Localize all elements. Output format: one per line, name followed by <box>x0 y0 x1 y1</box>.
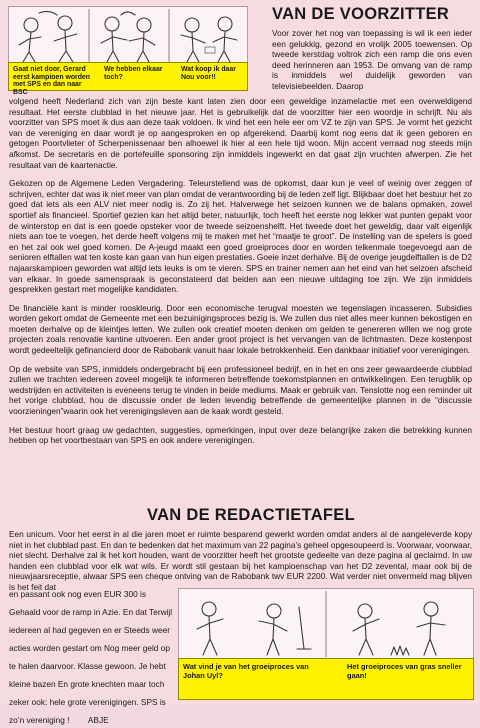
voorzitter-paragraph-4: Op de website van SPS, inmiddels ondergebracht bij een professioneel bedrijf, en in het en ons zeer gewaardeerde clubblad zullen we trachten iedereen zoveel mogelijk te informeren betreffende toekomstplannen en ontwikkelingen. Een terugblik op wedstrijden en activiteiten is eveneens terug te vinden in beide mediums. Maak er gebruik van. Tenslotte nog een reminder uit het vorige clubblad, hou de discussie onder de leden levendig betreffende de gemeentelijke plannen in de “discussie voorzieningen”waarin ook het verenigingsleven aan de kaak wordt gesteld. <box>9 363 472 417</box>
redactie-narrow-column <box>9 584 177 728</box>
cartoon-caption-bottom-1: Wat vind je van het groeiproces van Johan Uyl? <box>183 662 309 680</box>
cartoon-caption-band-bottom <box>178 658 474 700</box>
redactie-narrow-text: en passant ook nog even EUR 300 is Gehaald voor de ramp in Azie. En dat Terwijl iedereen al had gegeven en er Steeds weer acties worden gestart om Nog meer geld op te halen daarvoor. Klasse gewoon. Je hebt kleine bazen En grote knechten maar toch zeker ook: hele grote verenigingen. SPS is zo’n vereniging ! <box>9 589 173 725</box>
cartoon-strip-bottom <box>178 588 474 702</box>
cartoon-sketch-icon <box>179 589 473 659</box>
cartoon-caption-2: We hebben elkaar toch? <box>104 66 163 81</box>
cartoon-sketch-icon <box>9 7 247 65</box>
cartoon-caption-3: Wat koop ik daar Nou voor!! <box>181 66 236 81</box>
cartoon-drawing-bottom <box>178 588 474 660</box>
voorzitter-paragraph-1: volgend heeft Nederland zich van zijn beste kant laten zien door een geweldige inzamelactie met een overweldigend resultaat. Het eerste clubblad in het nieuwe jaar. Het is gebruikelijk dat de voorzitter hier een woordje in schrijft. Nu als voorzitter van SPS moet ik dus aan deze taak voldoen. Ik vind het een hele eer om VZ te zijn van SPS. Je vormt het gezicht van de vereniging en daar wordt je op aangesproken en op afgerekend. Daarbij komt nog eens dat ik geen geboren en getogen Poortvlieter of Scherpenissenaar ben alhoewel ik hier al een hele tijd woon. Mijn accent verraad nog steeds mijn afkomst. De secretaris en de portefeuille sponsoring zijn inmiddels ingewerkt en dat gaat zijn vruchten afwerpen. Zie het resultaat van de kaartenactie. <box>9 96 472 170</box>
redactie-lead: Een unicum. Voor het eerst in al die jaren moet er ruimte besparend gewerkt worden omdat anders al de aangeleverde kopy niet in het clubblad past. En dan te bedenken dat het maximum van 22 pagina’s geheel opgesoupeerd is. Voorwaar, voorwaar, niet slecht. Derhalve zal ik het kort houden, want de voorzitter heeft het grootste gedeelte van deze pagina al geclaimd. In uw handen een clubblad voor elk wat wils. Er wordt stil gestaan bij het kampioenschap van het D2 zevental, maar ook bij de nieuwjaarsreceptie, alwaar SPS een cheque ontving van de Rabobank twv EUR 2200. Wat verder niet onvermeld mag blijven is het feit dat <box>9 529 472 592</box>
cartoon-caption-1: Gaat niet door, Gerard eerst kampioen worden met SPS en dan naar BSC <box>13 66 90 96</box>
cartoon-strip-top <box>6 4 248 96</box>
cartoon-drawing <box>8 6 248 66</box>
voorzitter-paragraph-5: Het bestuur hoort graag uw gedachten, suggesties, opmerkingen, input over deze belangrijke zaken die betrekking kunnen hebben op het voortbestaan van SPS en ook andere verenigingen. <box>9 424 472 446</box>
section-title-redactietafel: VAN DE REDACTIETAFEL <box>147 506 355 524</box>
voorzitter-article <box>9 96 472 454</box>
cartoon-caption-bottom-2: Het groeiproces van gras sneller gaan! <box>347 662 462 680</box>
redactie-signature: ABJE <box>87 715 109 725</box>
section-title-voorzitter: VAN DE VOORZITTER <box>272 5 450 23</box>
voorzitter-paragraph-3: De financiële kant is minder rooskleurig. Door een economische terugval moesten we tegenslagen incasseren. Subsidies worden gekort omdat de Gemeente met een bezuinigingsproces bezig is. We zullen dus niet alles meer kunnen bekostigen en moeten derhalve op de kleintjes letten. We zullen ook creatief moeten denken om gelden te genereren willen we nog grote projecten zoals renovatie kantine uitvoeren. Een ander groot project is het vervangen van de lichtmasten. Deze kostenpost wordt gedeeltelijk gefinancierd door de Rabobank vanuit haar lokale betrokkenheid. Een dankbaar initiatief voor verenigingen. <box>9 302 472 356</box>
voorzitter-paragraph-2: Gekozen op de Algemene Leden Vergadering. Teleurstellend was de opkomst, daar kun je veel of weinig over zeggen of schrijven, echter dat was ik niet meer van plan omdat de verantwoording bij de leden zelf ligt. Blijkbaar doet het bestuur het zo goed dat iets als een ALV niet meer nodig is. Zo zij het. Halverwege het seizoen kunnen we de balans opmaken, zowel sportief als financieel. Sportief gezien kan het altijd beter, natuurlijk, toch heeft het eerste nog lekker wat punten gepakt voor de winterstop en dat is een goede opsteker voor de tweede seizoenshelft. Het tweede doet het geweldig, daar valt eigenlijk niets aan toe te voegen, het derde heeft volgens mij te maken met het “maatje te groot”. De instelling van de spelers is goed en het zal ook wel goed komen. De A-jeugd maakt een goed groeiproces door en worden telkenmale toegevoegd aan de senioren elftallen wat ten koste kan gaan van hun eigen prestaties. Goeie inzet derhalve. Bij de overige jeugdelftallen is de D2 najaarskampioen geworden wat altijd iets leuks is om te vieren. SPS en trainer nemen aan het eind van het seizoen afscheid van elkaar. In goede samenspraak is geconstateerd dat beiden aan een nieuwe uitdaging toe zijn. We zijn inmiddels gesprekken gestart met mogelijke kandidaten. <box>9 178 472 295</box>
voorzitter-intro: Voor zover het nog van toepassing is wil ik een ieder een gelukkig, gezond en vrolijk 2005 toewensen. Op tweede kerstdag voltrok zich een ramp die ons even deed herinneren aan 1953. De omvang van de ramp is inmiddels wel duidelijk geworden van televisiebeelden. Daarop <box>272 28 472 91</box>
cartoon-caption-band <box>8 62 248 96</box>
